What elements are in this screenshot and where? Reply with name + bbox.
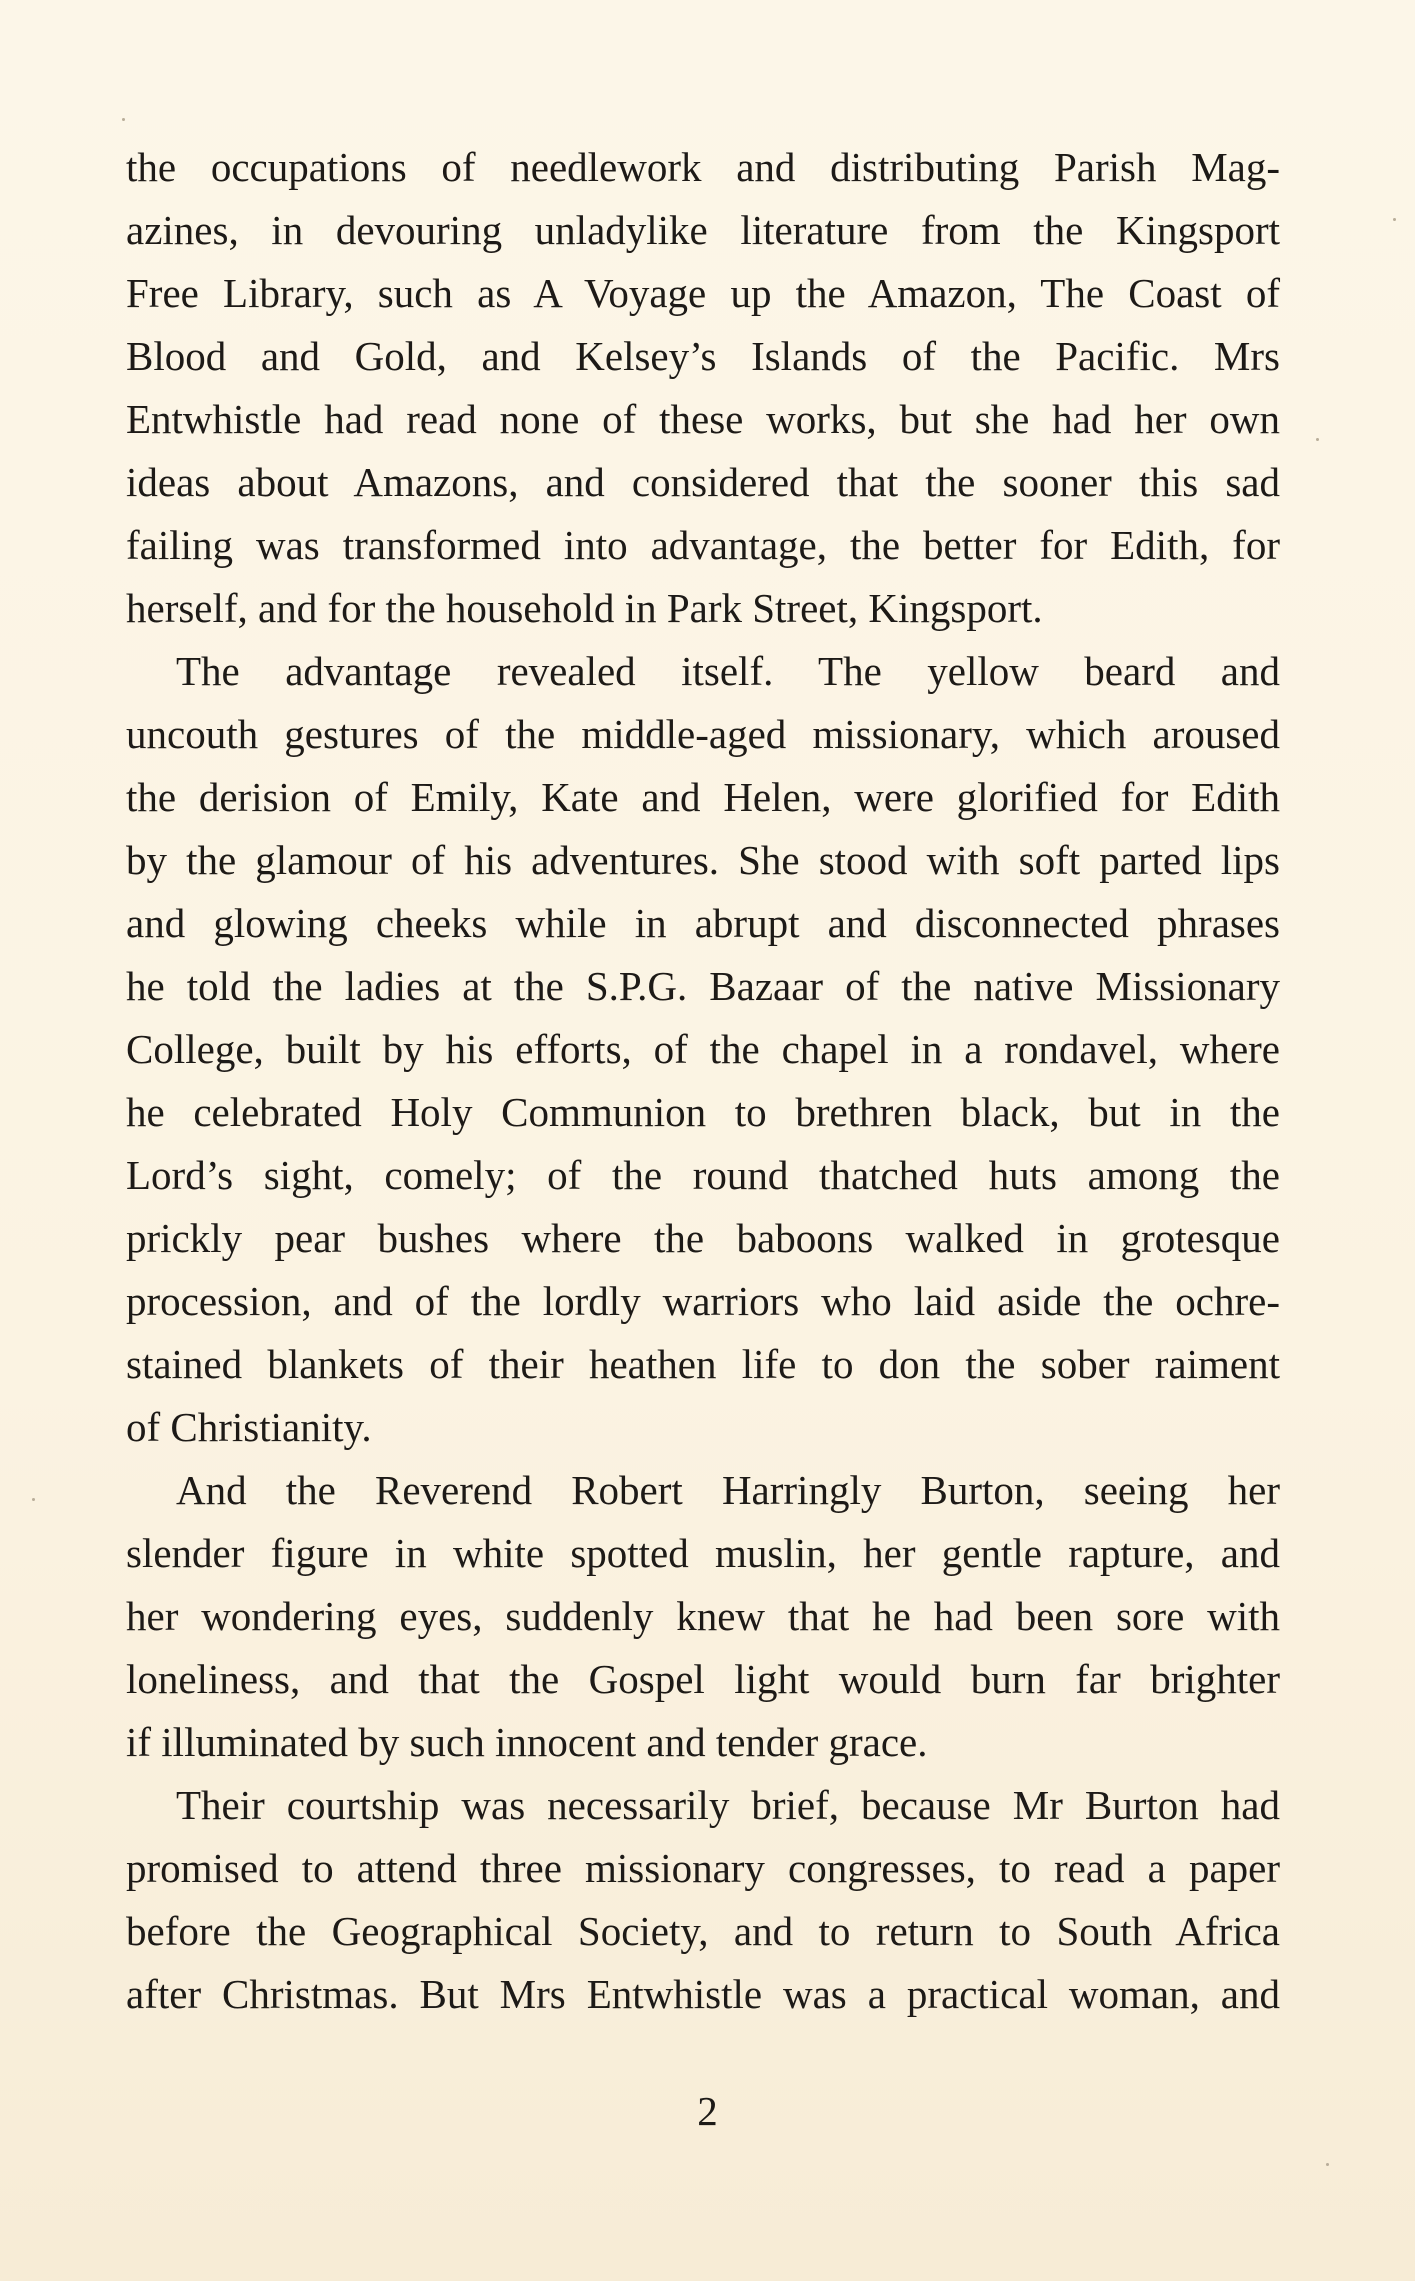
- paragraph: [126, 1459, 1280, 1774]
- text-line: And the Reverend Robert Harringly Burton, seeing her: [176, 1467, 1280, 1513]
- paper-speck: [32, 1498, 35, 1501]
- paragraph: [126, 1774, 1280, 2026]
- text-line: Blood and Gold, and Kelsey’s Islands of the Pacific. Mrs: [126, 333, 1280, 379]
- text-line: stained blankets of their heathen life to don the sober raiment: [126, 1341, 1280, 1387]
- text-line: the occupations of needlework and distributing Parish Mag-: [126, 144, 1280, 190]
- text-line: after Christmas. But Mrs Entwhistle was a practical woman, and: [126, 1971, 1280, 2017]
- text-line: he told the ladies at the S.P.G. Bazaar of the native Missionary: [126, 963, 1280, 1009]
- text-line: Their courtship was necessarily brief, because Mr Burton had: [176, 1782, 1280, 1828]
- paper-speck: [122, 118, 125, 121]
- paper-speck: [1393, 218, 1396, 221]
- text-line: College, built by his efforts, of the chapel in a rondavel, where: [126, 1026, 1280, 1072]
- text-line: Lord’s sight, comely; of the round thatched huts among the: [126, 1152, 1280, 1198]
- text-line: procession, and of the lordly warriors who laid aside the ochre-: [126, 1278, 1280, 1324]
- text-line: prickly pear bushes where the baboons walked in grotesque: [126, 1215, 1280, 1261]
- paper-speck: [1326, 2163, 1329, 2166]
- text-line: before the Geographical Society, and to return to South Africa: [126, 1908, 1280, 1954]
- text-line: if illuminated by such innocent and tender grace.: [126, 1719, 928, 1765]
- text-line: uncouth gestures of the middle-aged missionary, which aroused: [126, 711, 1280, 757]
- text-line: failing was transformed into advantage, the better for Edith, for: [126, 522, 1280, 568]
- text-line: he celebrated Holy Communion to brethren black, but in the: [126, 1089, 1280, 1135]
- text-line: slender figure in white spotted muslin, her gentle rapture, and: [126, 1530, 1280, 1576]
- text-line: Free Library, such as A Voyage up the Amazon, The Coast of: [126, 270, 1280, 316]
- text-line: of Christianity.: [126, 1404, 372, 1450]
- body-text: [126, 136, 1280, 2026]
- paper-speck: [1316, 438, 1319, 441]
- text-line: by the glamour of his adventures. She stood with soft parted lips: [126, 837, 1280, 883]
- text-line: promised to attend three missionary congresses, to read a paper: [126, 1845, 1280, 1891]
- text-line: her wondering eyes, suddenly knew that he had been sore with: [126, 1593, 1280, 1639]
- text-line: azines, in devouring unladylike literature from the Kingsport: [126, 207, 1280, 253]
- page-number: 2: [697, 2088, 718, 2134]
- text-line: loneliness, and that the Gospel light would burn far brighter: [126, 1656, 1280, 1702]
- paragraph: [126, 136, 1280, 640]
- text-line: The advantage revealed itself. The yellow beard and: [176, 648, 1280, 694]
- text-line: herself, and for the household in Park Street, Kingsport.: [126, 585, 1043, 631]
- text-line: ideas about Amazons, and considered that the sooner this sad: [126, 459, 1280, 505]
- text-line: and glowing cheeks while in abrupt and disconnected phrases: [126, 900, 1280, 946]
- text-line: the derision of Emily, Kate and Helen, were glorified for Edith: [126, 774, 1280, 820]
- paragraph: [126, 640, 1280, 1459]
- text-line: Entwhistle had read none of these works, but she had her own: [126, 396, 1280, 442]
